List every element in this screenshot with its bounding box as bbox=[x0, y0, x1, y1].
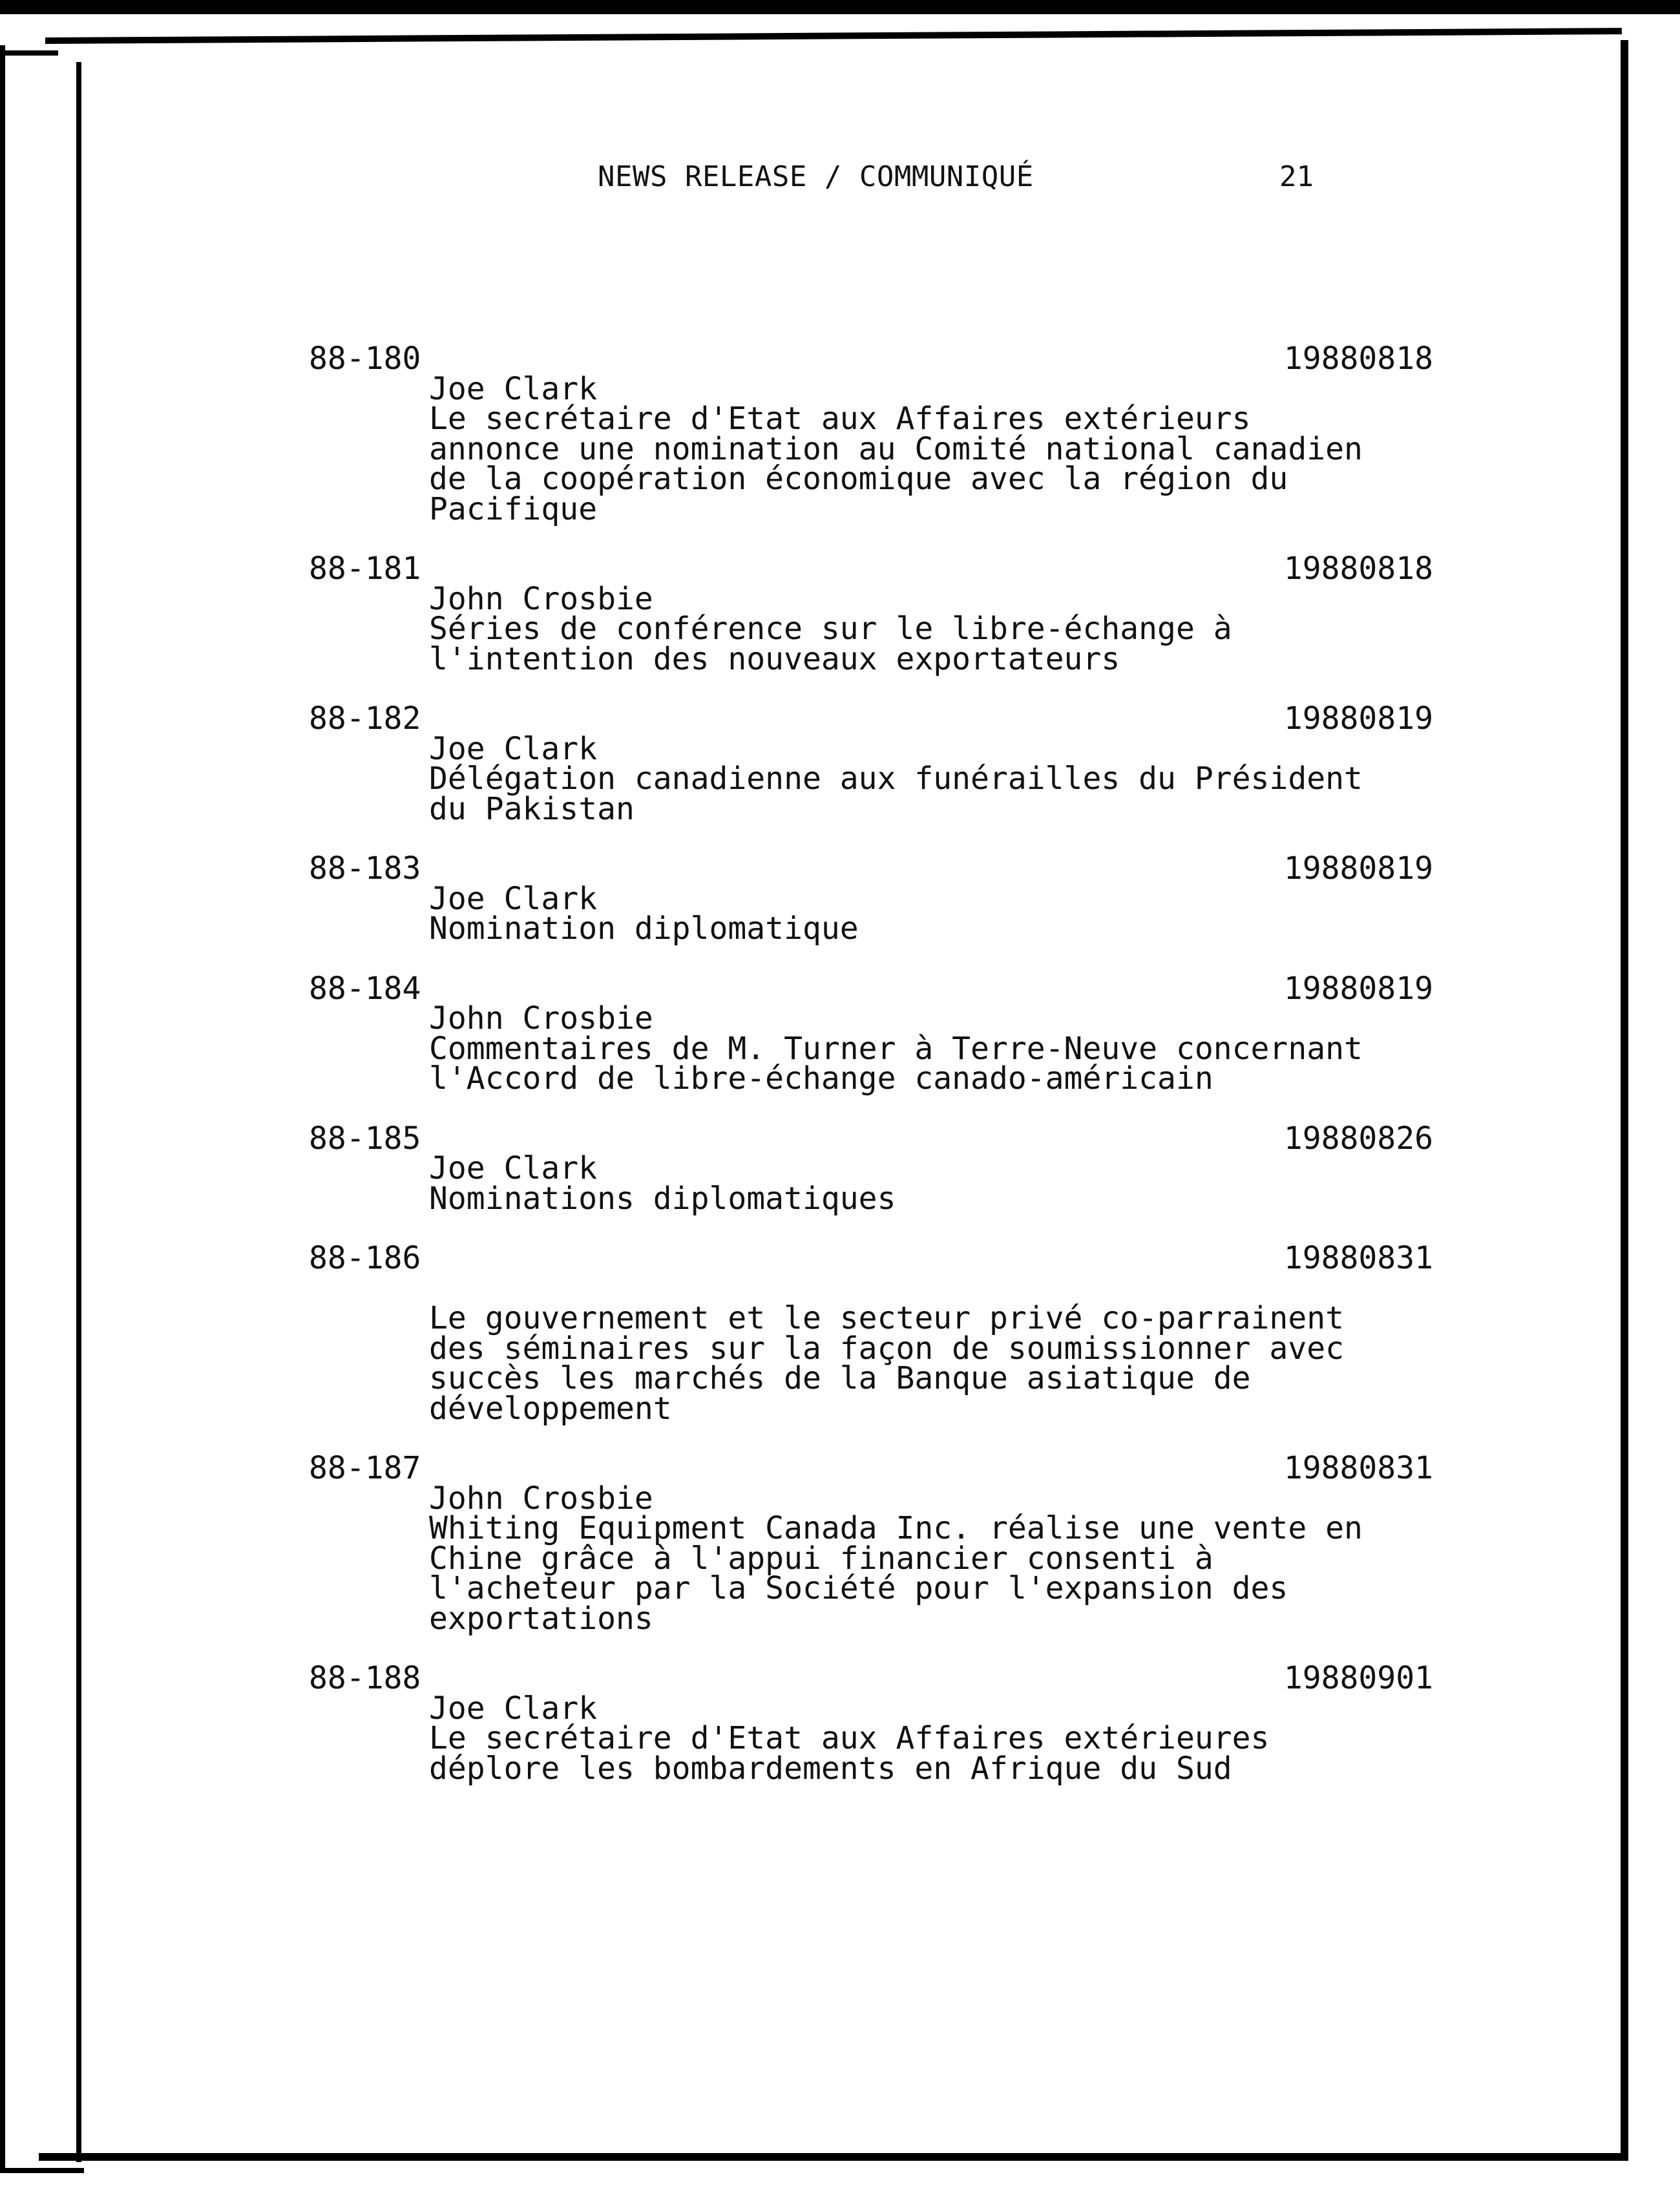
release-title-line: Whiting Equipment Canada Inc. réalise une vente en bbox=[429, 1510, 1363, 1546]
scan-frame-left-outer bbox=[0, 45, 5, 2171]
release-entry bbox=[309, 700, 1433, 827]
release-number: 88-188 bbox=[309, 1660, 421, 1696]
release-entry-header bbox=[309, 551, 1433, 587]
release-title-line: succès les marchés de la Banque asiatique de bbox=[429, 1360, 1251, 1396]
release-entry bbox=[309, 1660, 1433, 1787]
release-list bbox=[309, 341, 1433, 1813]
release-title-line: Chine grâce à l'appui financier consenti à bbox=[429, 1540, 1213, 1577]
release-entry-header bbox=[309, 1450, 1433, 1486]
release-number: 88-180 bbox=[309, 341, 421, 377]
scan-top-border bbox=[0, 0, 1680, 14]
release-title-line: Commentaires de M. Turner à Terre-Neuve concernant bbox=[429, 1030, 1363, 1067]
release-entry bbox=[309, 850, 1433, 947]
release-date: 19880901 bbox=[1283, 1660, 1433, 1696]
release-entry-body bbox=[309, 580, 1433, 677]
release-entry-body bbox=[309, 1000, 1433, 1097]
release-title-line: Le gouvernement et le secteur privé co-parrainent bbox=[429, 1300, 1345, 1336]
release-title-line: Séries de conférence sur le libre-échange à bbox=[429, 611, 1232, 647]
release-entry-header bbox=[309, 700, 1433, 737]
release-date: 19880831 bbox=[1283, 1240, 1433, 1276]
release-entry-header bbox=[309, 970, 1433, 1007]
release-author: John Crosbie bbox=[429, 1000, 653, 1036]
release-date: 19880819 bbox=[1283, 850, 1433, 887]
release-entry bbox=[309, 1240, 1433, 1427]
release-entry bbox=[309, 1120, 1433, 1217]
release-number: 88-183 bbox=[309, 850, 421, 887]
release-number: 88-182 bbox=[309, 700, 421, 737]
release-entry bbox=[309, 1450, 1433, 1637]
scan-frame-bottom-left bbox=[0, 2168, 84, 2173]
page-number: 21 bbox=[1279, 160, 1314, 193]
scan-frame-bottom bbox=[39, 2153, 1628, 2161]
release-number: 88-184 bbox=[309, 970, 421, 1007]
page-title: NEWS RELEASE / COMMUNIQUÉ bbox=[598, 160, 1034, 193]
page-header bbox=[0, 160, 1680, 199]
release-title-line: des séminaires sur la façon de soumissionner avec bbox=[429, 1330, 1345, 1367]
release-entry-header bbox=[309, 850, 1433, 887]
release-title-line: du Pakistan bbox=[429, 790, 635, 827]
release-entry-body bbox=[309, 1150, 1433, 1217]
release-entry-header bbox=[309, 341, 1433, 377]
release-entry-body bbox=[309, 730, 1433, 827]
release-title-line: Nominations diplomatiques bbox=[429, 1180, 896, 1217]
release-entry-body bbox=[309, 1690, 1433, 1787]
release-entry bbox=[309, 551, 1433, 677]
release-title-line: Le secrétaire d'Etat aux Affaires extérieures bbox=[429, 1720, 1270, 1756]
scan-frame-top bbox=[45, 28, 1622, 44]
release-title-line: annonce une nomination au Comité national canadien bbox=[429, 430, 1363, 467]
release-entry bbox=[309, 341, 1433, 527]
scan-frame-left bbox=[76, 62, 81, 2162]
release-date: 19880831 bbox=[1283, 1450, 1433, 1486]
release-author: Joe Clark bbox=[429, 880, 598, 917]
release-title-line: Délégation canadienne aux funérailles du Président bbox=[429, 761, 1363, 797]
release-entry-body bbox=[309, 1480, 1433, 1637]
release-entry-header bbox=[309, 1120, 1433, 1157]
release-number: 88-187 bbox=[309, 1450, 421, 1486]
release-title-line: déplore les bombardements en Afrique du Sud bbox=[429, 1750, 1232, 1787]
scan-frame-right bbox=[1621, 40, 1628, 2153]
release-date: 19880818 bbox=[1283, 551, 1433, 587]
release-title-line: de la coopération économique avec la région du bbox=[429, 461, 1288, 497]
release-author: Joe Clark bbox=[429, 730, 598, 767]
release-number: 88-185 bbox=[309, 1120, 421, 1157]
release-title-line: l'acheteur par la Société pour l'expansion des bbox=[429, 1570, 1288, 1606]
release-entry bbox=[309, 970, 1433, 1097]
release-entry-body bbox=[309, 880, 1433, 947]
release-author: John Crosbie bbox=[429, 1480, 653, 1517]
release-number: 88-186 bbox=[309, 1240, 421, 1276]
release-author: Joe Clark bbox=[429, 370, 598, 407]
release-entry-body bbox=[309, 370, 1433, 527]
release-author: John Crosbie bbox=[429, 580, 653, 617]
release-title-line: Pacifique bbox=[429, 490, 598, 527]
release-date: 19880818 bbox=[1283, 341, 1433, 377]
release-number: 88-181 bbox=[309, 551, 421, 587]
release-date: 19880826 bbox=[1283, 1120, 1433, 1157]
release-entry-body bbox=[309, 1274, 1433, 1427]
release-entry-header bbox=[309, 1660, 1433, 1696]
release-title-line: l'Accord de libre-échange canado-américain bbox=[429, 1060, 1213, 1097]
release-title-line: Le secrétaire d'Etat aux Affaires extérieurs bbox=[429, 401, 1251, 437]
release-date: 19880819 bbox=[1283, 970, 1433, 1007]
release-author bbox=[429, 1274, 1433, 1304]
release-date: 19880819 bbox=[1283, 700, 1433, 737]
release-title-line: développement bbox=[429, 1390, 672, 1427]
release-title-line: l'intention des nouveaux exportateurs bbox=[429, 640, 1120, 677]
release-title-line: exportations bbox=[429, 1600, 653, 1637]
scan-frame-top-left bbox=[0, 50, 58, 56]
release-entry-header bbox=[309, 1240, 1433, 1276]
release-title-line: Nomination diplomatique bbox=[429, 910, 859, 947]
release-author: Joe Clark bbox=[429, 1690, 598, 1727]
release-author: Joe Clark bbox=[429, 1150, 598, 1186]
